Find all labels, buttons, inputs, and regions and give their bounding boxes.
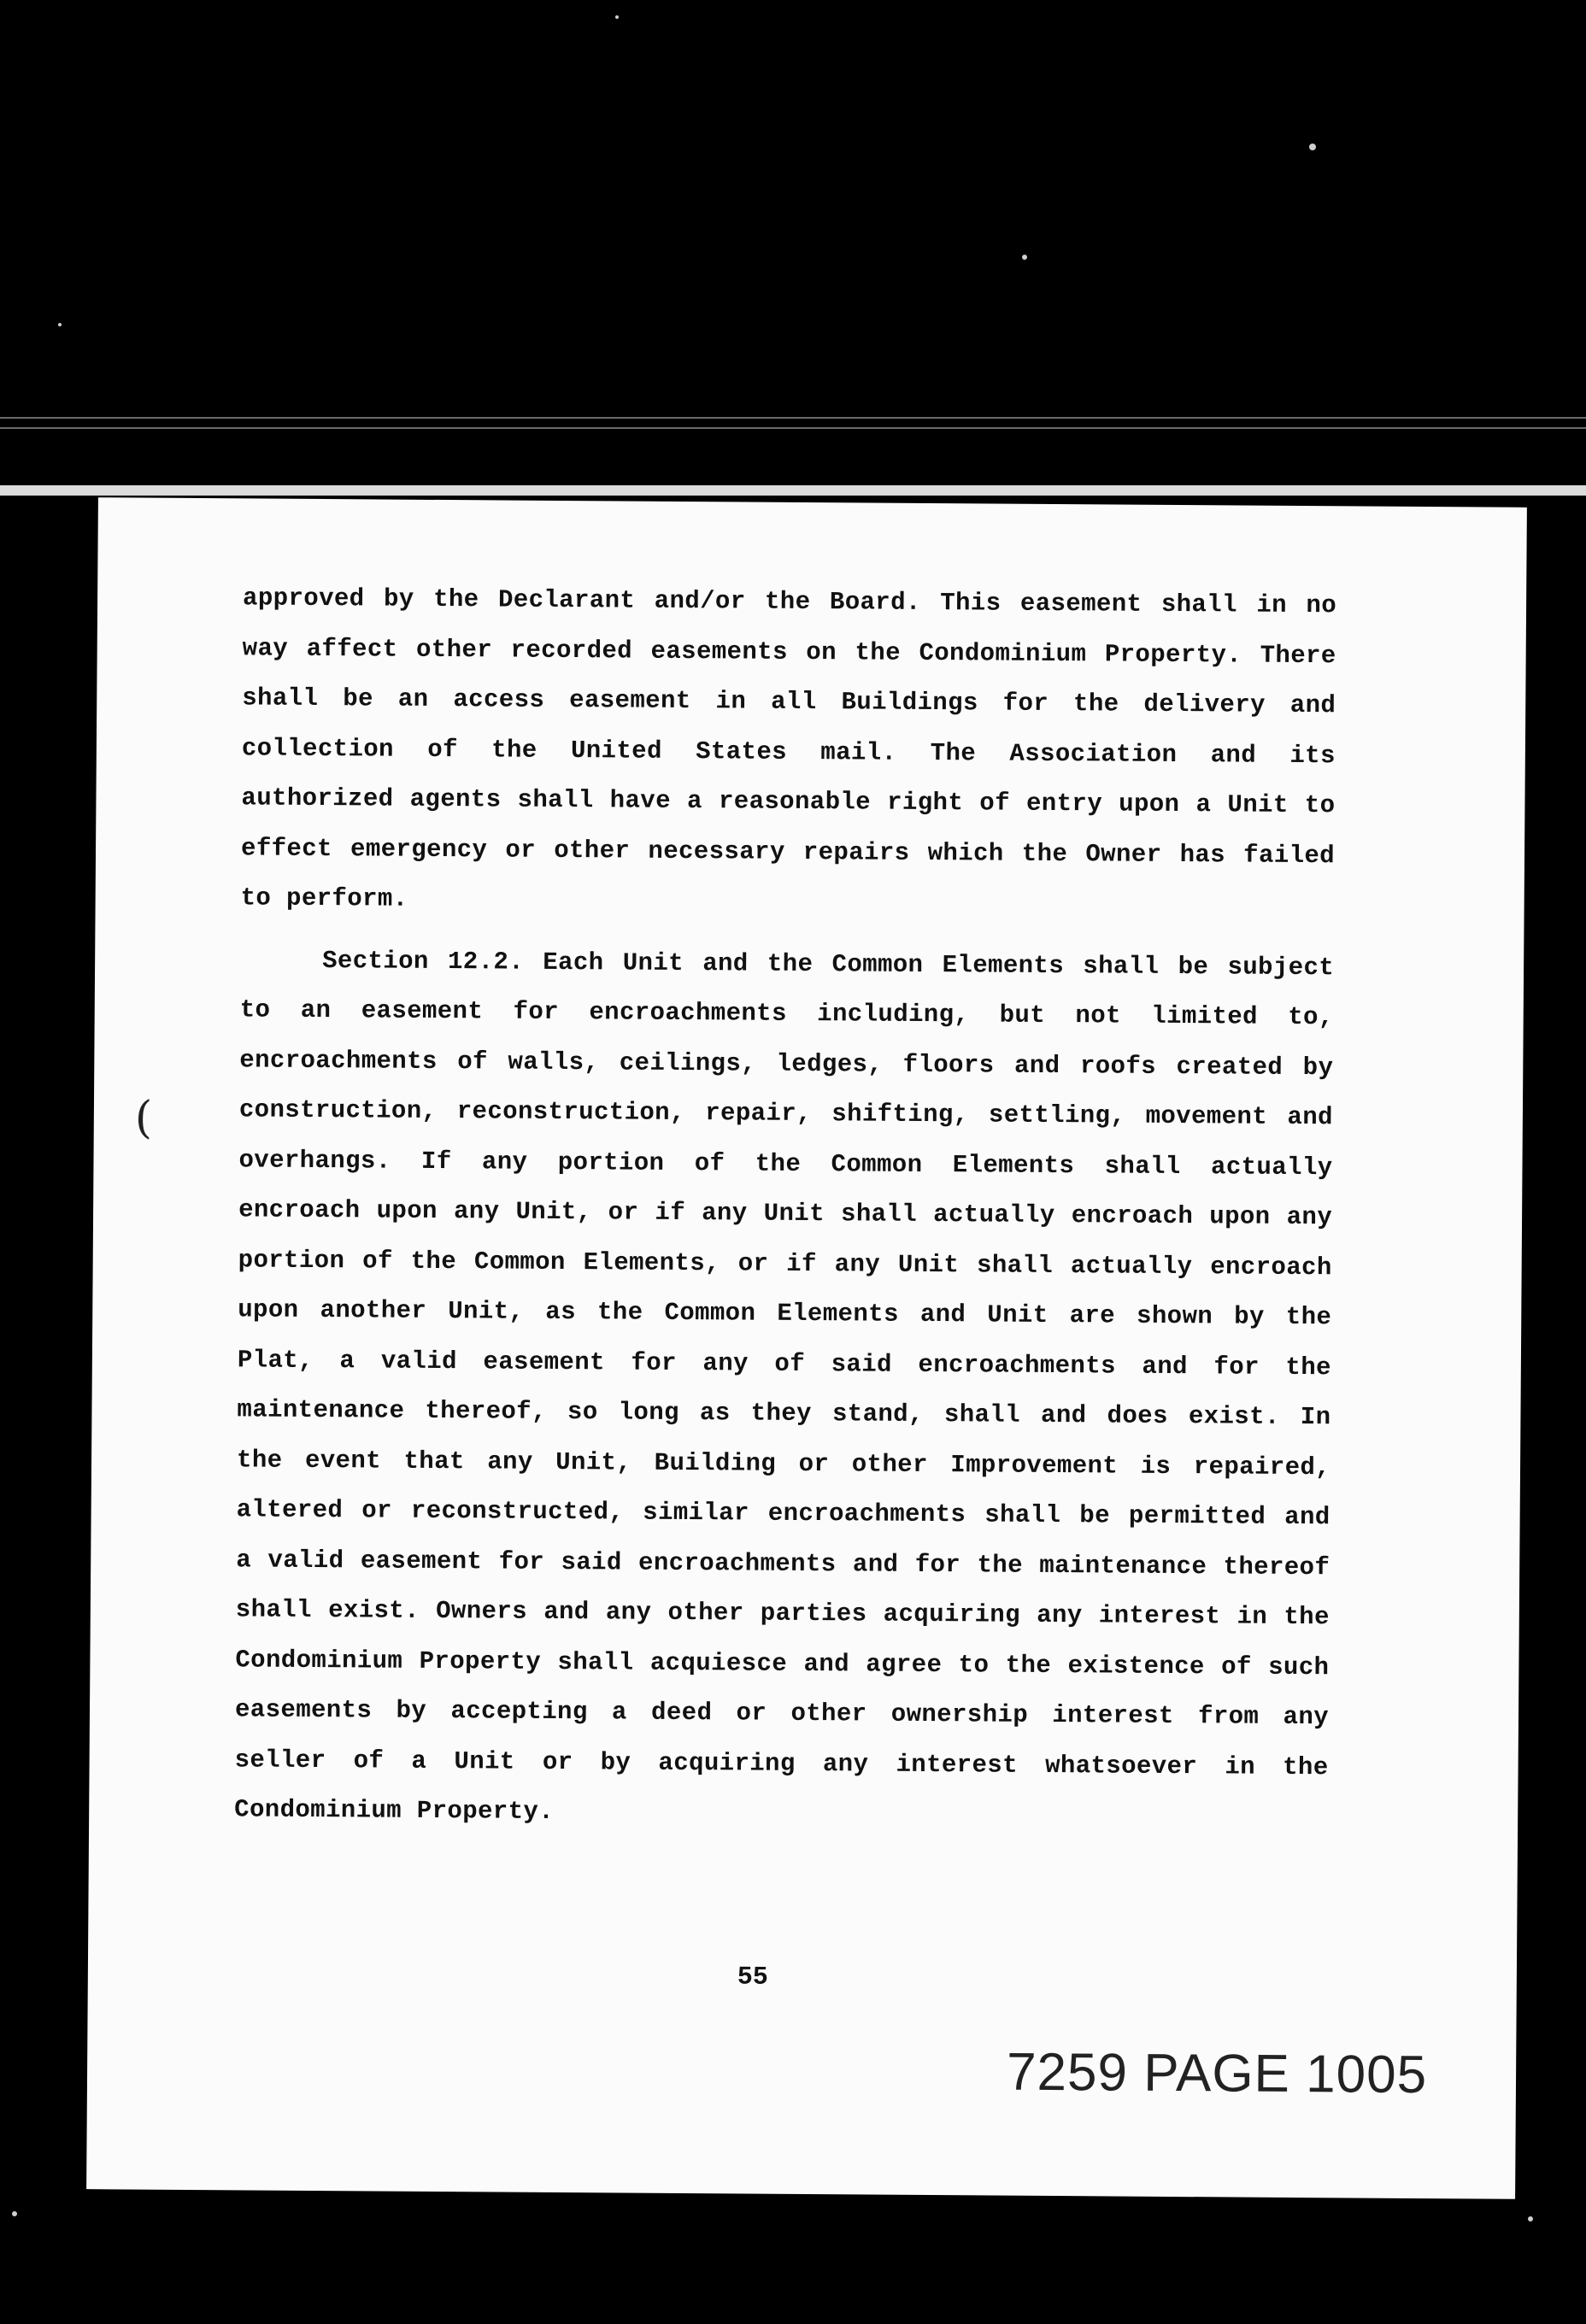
page-number: 55 [737, 1963, 768, 1992]
margin-bracket-mark: ( [134, 1092, 153, 1144]
scan-speck [1022, 255, 1027, 260]
scan-speck [58, 323, 62, 326]
scan-artifact-band [0, 485, 1586, 496]
scan-artifact-line [0, 427, 1586, 429]
book-page-stamp: 7259 PAGE 1005 [1006, 2042, 1428, 2105]
scan-speck [1528, 2216, 1533, 2221]
paragraph-1: approved by the Declarant and/or the Board. This easement shall in no way affect other recorded easements on the Condominium Property. There shall be an access easement in all Buildings for the delivery and collection of the United States mail. The Association and its authorized agents shall have a reasonable right of entry upon a Unit to effect emergency or other necessary repairs which the Owner has failed to perform. [240, 584, 1337, 913]
document-page [86, 497, 1527, 2199]
paragraph-section-12-2: Section 12.2. Each Unit and the Common Elements shall be subject to an easement for encroachments including, but not limited to, encroachments of walls, ceilings, ledges, floors and roofs created by construction, reconstruction, repair, shifting, settling, movement and overhangs. If any portion of the Common Elements shall actually encroach upon any Unit, or if any Unit shall actually encroach upon any portion of the Common Elements, or if any Unit shall actually encroach upon another Unit, as the Common Elements and Unit are shown by the Plat, a valid easement for any of said encroachments and for the maintenance thereof, so long as they stand, shall and does exist. In the event that any Unit, Building or other Improvement is repaired, altered or reconstructed, similar encroachments shall be permitted and a valid easement for said encroachments and for the maintenance thereof shall exist. Owners and any other parties acquiring any interest in the Condominium Property shall acquiesce and agree to the existence of such easements by accepting a deed or other ownership interest from any seller of a Unit or by acquiring any interest whatsoever in the Condominium Property. [234, 946, 1335, 1826]
scan-speck [12, 2211, 17, 2216]
scan-speck [1309, 144, 1316, 150]
document-body [234, 573, 1336, 1842]
scan-artifact-line [0, 417, 1586, 419]
scan-speck [615, 15, 619, 19]
